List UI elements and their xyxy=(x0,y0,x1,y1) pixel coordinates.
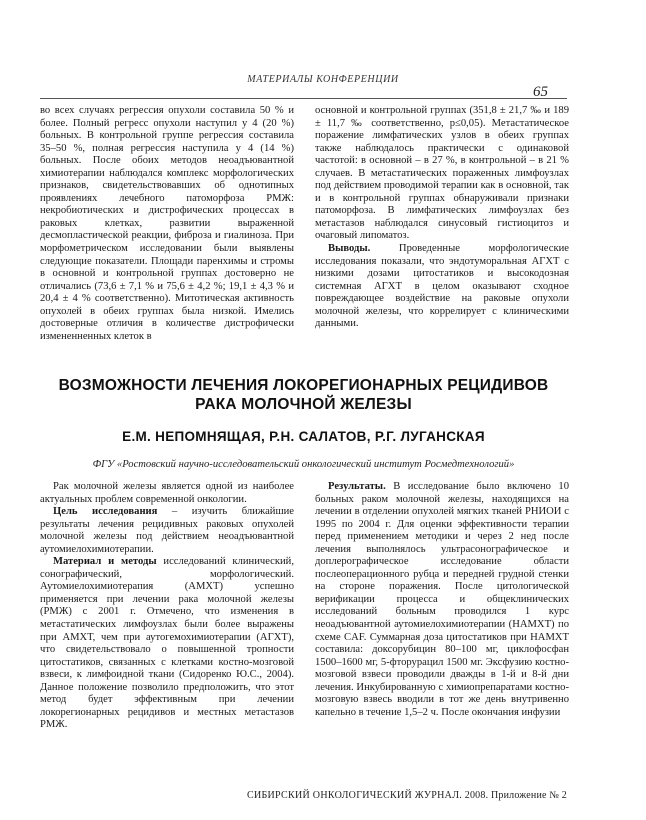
journal-issue: 2008. Приложение № 2 xyxy=(464,790,567,801)
journal-name: СИБИРСКИЙ ОНКОЛОГИЧЕСКИЙ ЖУРНАЛ. xyxy=(246,790,463,801)
methods-paragraph xyxy=(40,556,294,732)
prev-article-conclusions xyxy=(315,243,569,331)
results-paragraph xyxy=(315,481,569,719)
methods-text: исследований клинический, сонографический, морфологический. Аутомиелохимиотерапия (АМХТ) успешно применяется при лечении рака молочной железы (РМЖ) с 2001 г. Отмечено, что изменения в метастатических лимфоузлах были более выражены при АМХТ, чем при аутогемохимиотерапии (АГХТ), что свидетельствовало о повышенной тропности цитостатиков, связанных с клетками костно-мозговой взвеси, к лимфоидной ткани (Сидоренко Ю.С., 2004). Данное положение позволило предположить, что этот метод будет эффективным при лечении локорегионарных рецидивов и местных метастазов РМЖ. xyxy=(40,556,294,731)
article-right-column xyxy=(315,481,569,719)
results-text: В исследование было включено 10 больных раком молочной железы, находящихся на лечении в отделении опухолей мягких тканей РНИОИ с 1995 по 2004 г. Для оценки эффективности терапии перед применением методики и через 2 нед после лечения выполнялось ультрасонографическое и доплерографическое исследование области послеоперационного рубца и передней грудной стенки на стороне поражения. После цитологической верификации процесса и общеклинических исследований больным проводился 1 курс неоадъювантной аутомиелохимиотерапии (НАМХТ) по схеме CAF. Суммарная доза цитостатиков при НАМХТ составила: доксорубицин 80–100 мг, циклофосфан 1500–1600 мг, 5-фторурацил 1500 мг. Эксфузию костно-мозговой взвеси проводили дважды в 1-й и 8-й дни лечения. Инкубированную с химиопрепаратами костно-мозговую взвесь вводили в тот же день внутривенно капельно в течение 1,5–2 ч. После окончания инфузии xyxy=(315,481,569,718)
journal-footer xyxy=(247,790,567,801)
prev-article-paragraph: основной и контрольной группах (351,8 ± 21,7 ‰ и 189 ± 11,7 ‰ соответственно, p≤0,05). Метастатическое поражение лимфатических узлов в обеих группах также наблюдалось практически с одинаковой частотой: в основной – в 27 %, в контрольной – в 21 % случаев. В метастатических пораженных лимфоузлах под действием проводимой терапии как в основной, так и в контрольной группах обнаруживали признаки патоморфоза. В лимфатических лимфоузлах без метастазов наблюдался синусовый гистиоцитоз и очаговый липоматоз. xyxy=(315,105,569,242)
prev-article-paragraph: во всех случаях регрессия опухоли составила 50 % и более. Полный регресс опухоли наступил у 4 (20 %) больных. В контрольной группе регрессия составила 35–50 %, полная регрессия наступила у 4 (14 %) больных. После обоих методов неоадъювантной химиотерапии наблюдался комплекс морфологических признаков, свидетельствовавших об однотипных проявлениях лечебного патоморфоза РМЖ: некробиотических и дистрофических процессах в раковых клетках, развитии выраженной десмопластической реакции, фиброза и гиалиноза. При морфометрическом исследовании были выявлены следующие показатели. Площади паренхимы и стромы в основной и контрольной группах достоверно не отличались (73,6 ± 7,1 % и 75,6 ± 4,2 %; 19,1 ± 4,3 % и 20,4 ± 4 % соответственно). Митотическая активность опухолей в обеих группах была низкой. Имелись достоверные отличия в количестве дистрофически измененненных клеток в xyxy=(40,105,294,342)
article-left-column xyxy=(40,481,294,732)
article-authors: Е.М. НЕПОМНЯЩАЯ, Р.Н. САЛАТОВ, Р.Г. ЛУГАНСКАЯ xyxy=(122,429,485,444)
page-number: 65 xyxy=(533,84,548,100)
header-divider xyxy=(40,98,567,99)
conclusions-label: Выводы. xyxy=(328,243,371,255)
article-affiliation: ФГУ «Ростовский научно-исследовательский онкологический институт Росмедтехнологий» xyxy=(92,459,515,470)
results-label: Результаты. xyxy=(328,481,386,492)
running-header: МАТЕРИАЛЫ КОНФЕРЕНЦИИ xyxy=(247,74,399,85)
article-title: ВОЗМОЖНОСТИ ЛЕЧЕНИЯ ЛОКОРЕГИОНАРНЫХ РЕЦИДИВОВ РАКА МОЛОЧНОЙ ЖЕЛЕЗЫ xyxy=(58,377,549,413)
conclusions-text: Проведенные морфологические исследования показали, что эндотуморальная АГХТ с низкими дозами цитостатиков и высокодозная системная АГХТ в целом оказывают сходное повреждающее воздействие на раковые опухоли молочной железы, что коррелирует с клиническими данными. xyxy=(315,243,569,330)
prev-article-right-column xyxy=(315,105,569,331)
prev-article-left-column xyxy=(40,105,294,343)
aim-text: – изучить ближайшие результаты лечения рецидивных раковых опухолей молочной железы под действием неоадъювантной аутомиелохимиотерапии. xyxy=(40,506,294,555)
aim-paragraph xyxy=(40,506,294,556)
intro-paragraph: Рак молочной железы является одной из наиболее актуальных проблем современной онкологии. xyxy=(40,481,294,505)
methods-label: Материал и методы xyxy=(53,556,157,568)
aim-label: Цель исследования xyxy=(53,506,158,518)
